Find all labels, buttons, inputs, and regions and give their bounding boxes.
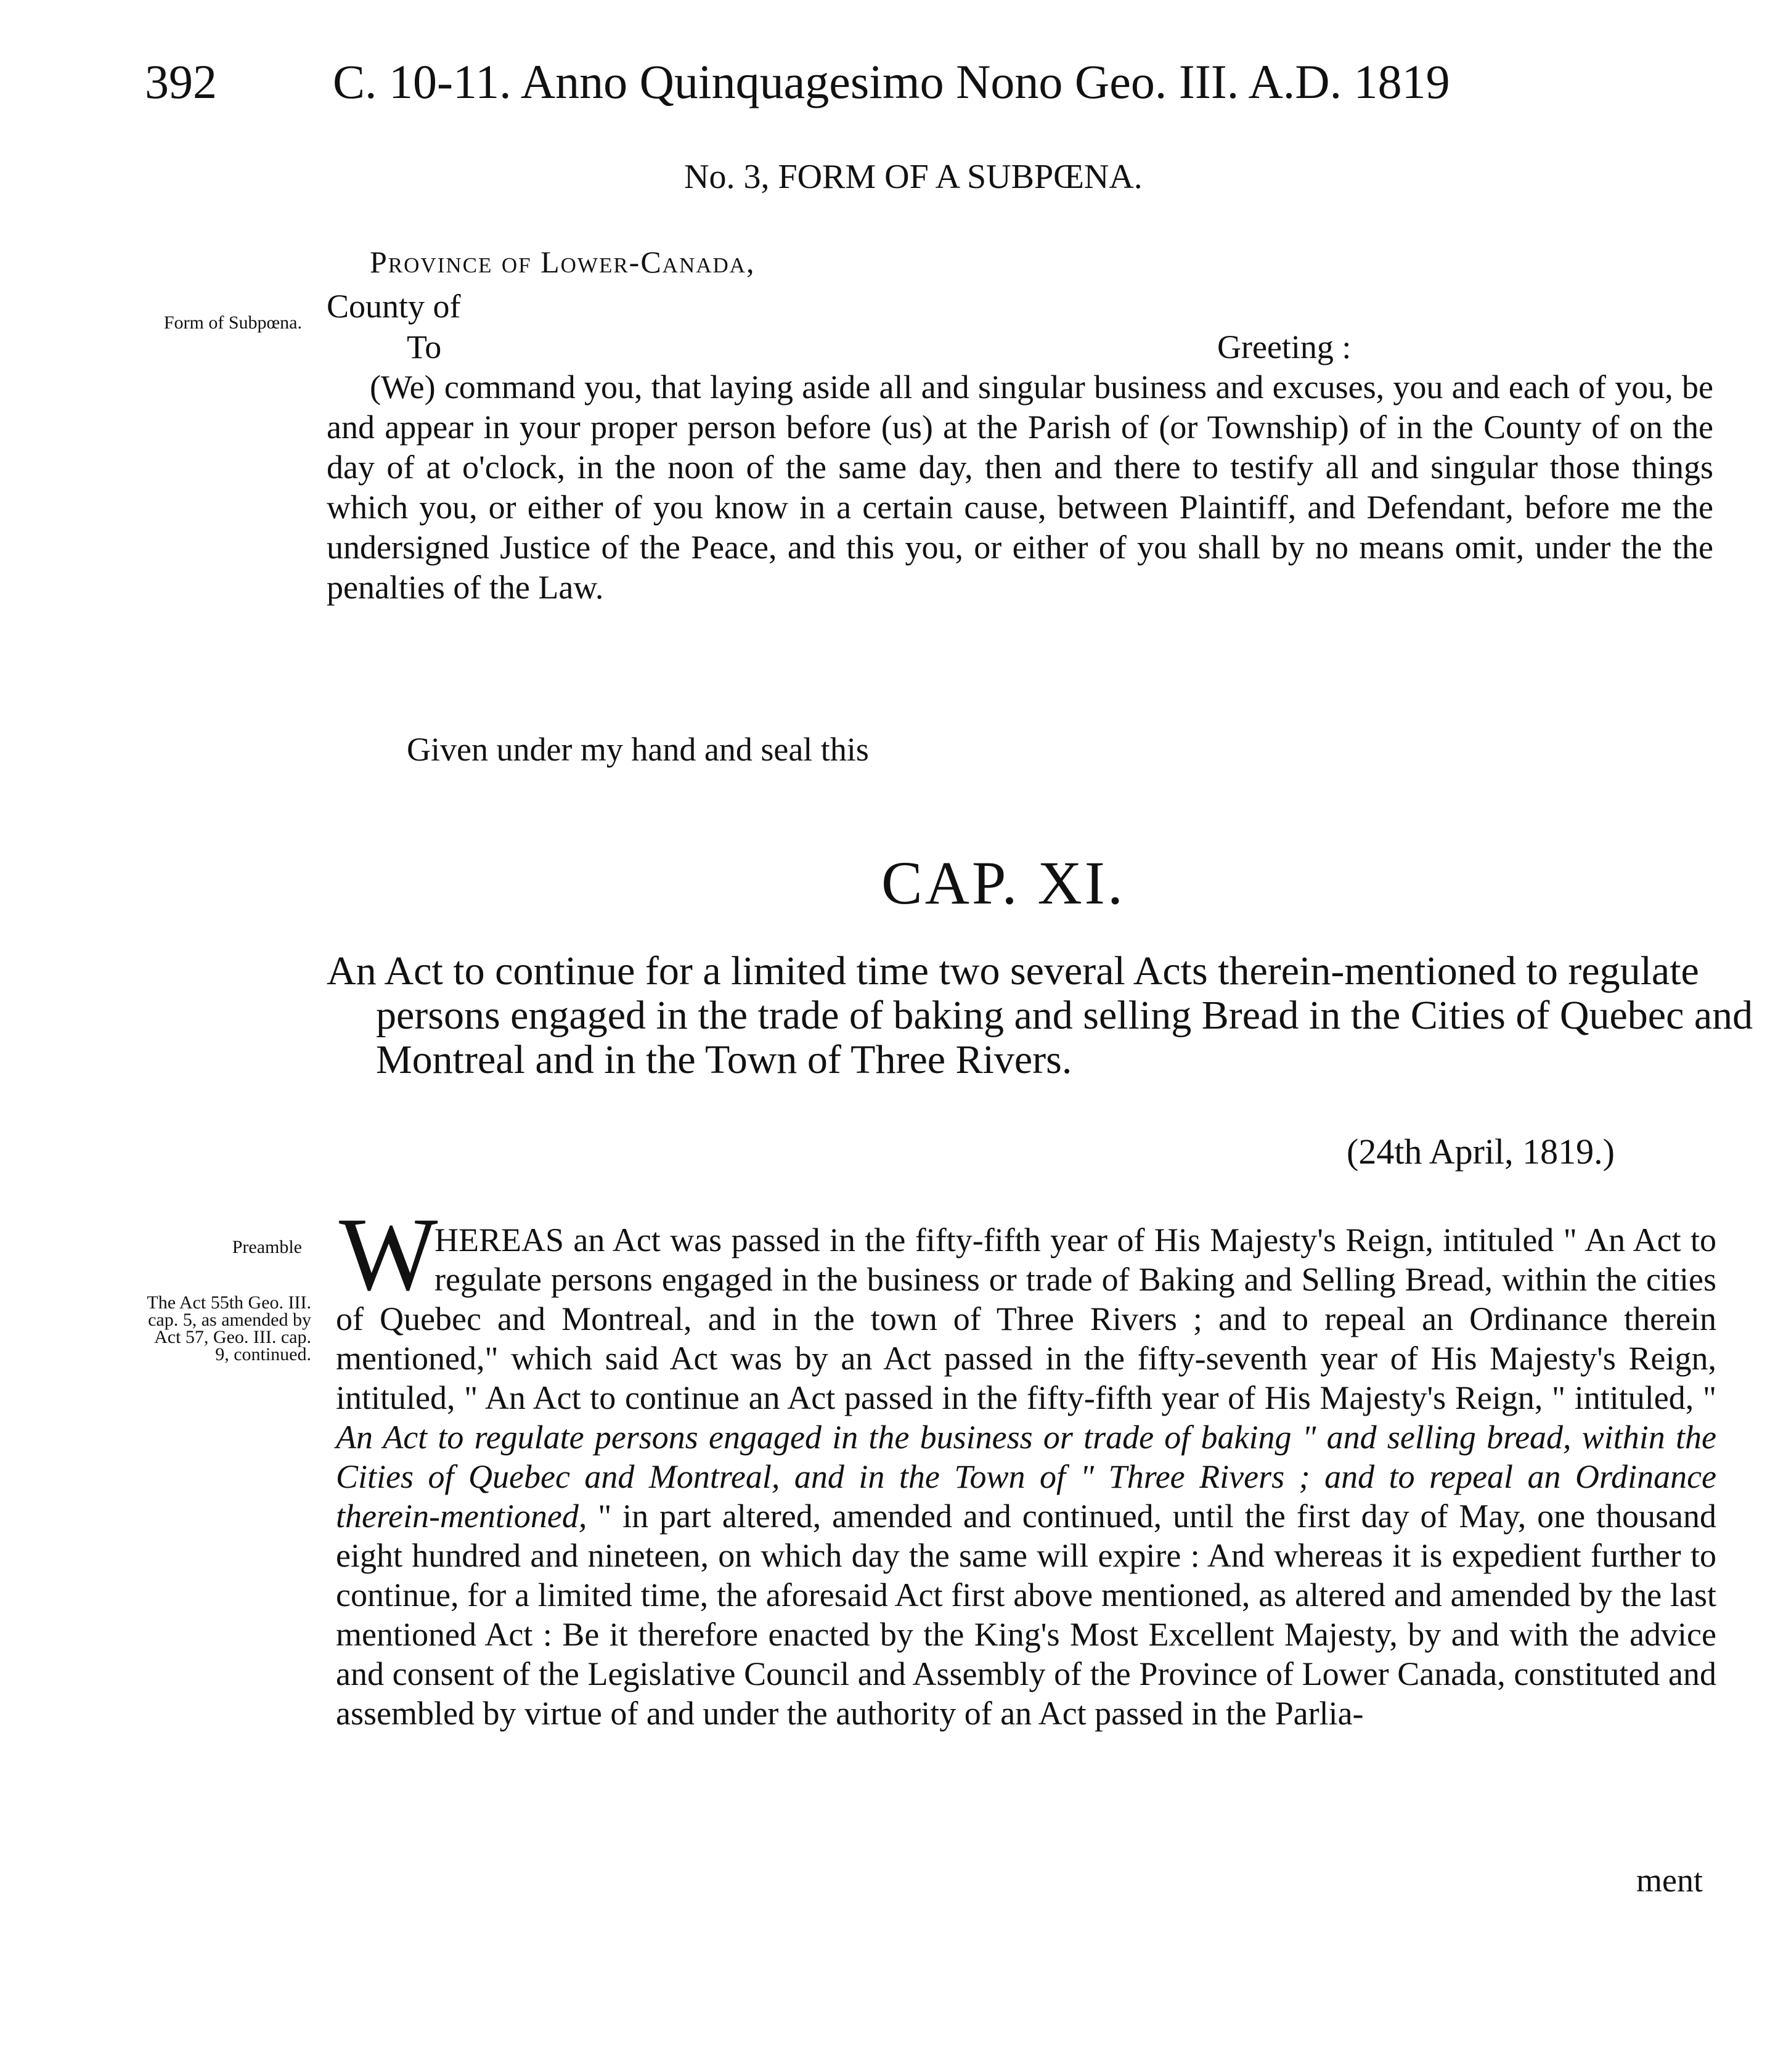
act-title: An Act to continue for a limited time two several Acts therein-mentioned to regulate persons engaged in the trade of baking and selling Bread in the Cities of Quebec and Montreal and in the Town of Three Rivers. bbox=[327, 948, 1753, 1082]
preamble-text bbox=[336, 1220, 1716, 1733]
subpoena-body bbox=[327, 367, 1713, 608]
province-line: Province of Lower-Canada, bbox=[370, 245, 756, 279]
drop-cap: W bbox=[339, 1196, 438, 1312]
running-title: C. 10-11. Anno Quinquagesimo Nono Geo. III. A.D. 1819 bbox=[333, 55, 1450, 108]
preamble-part-2: " in part altered, amended and continued, until the first day of May, one thousand eight hundred and nineteen, on which day the same will expire : And whereas it is expedient further to continue, for a limited time, the aforesaid Act first above mentioned, as altered and amended by the last mentioned Act : Be it therefore enacted by the King's Most Excellent Majesty, by and with the advice and consent of the Legislative Council and Assembly of the Province of Lower Canada, constituted and assembled by virtue of and under the authority of an Act passed in the Parlia- bbox=[336, 1498, 1716, 1732]
greeting: Greeting : bbox=[1217, 328, 1352, 365]
to-line: To bbox=[407, 328, 442, 365]
margin-note-subpoena: Form of Subpœna. bbox=[163, 312, 302, 333]
preamble-italic-citation: An Act to regulate persons engaged in the business or trade of baking " and selling bread, within the Cities of Quebec and Montreal, and in the Town of " Three Rivers ; and to repeal an Ordinance therein-mentioned, bbox=[336, 1419, 1716, 1535]
margin-note-preamble: Preamble bbox=[232, 1237, 302, 1257]
drop-cap-space bbox=[336, 1220, 434, 1294]
preamble-part-1: HEREAS an Act was passed in the fifty-fifth year of His Majesty's Reign, intituled " An Act to regulate persons engaged in the business or trade of Baking and Selling Bread, within the cities of Quebec and Montreal, and in the town of Three Rivers ; and to repeal an Ordinance therein mentioned," which said Act was by an Act passed in the fifty-seventh year of His Majesty's Reign, intituled, " An Act to continue an Act passed in the fifty-fifth year of His Majesty's Reign, " intituled, " bbox=[336, 1222, 1716, 1416]
act-date: (24th April, 1819.) bbox=[1347, 1132, 1615, 1172]
subpoena-text: (We) command you, that laying aside all and singular business and excuses, you and each of you, be and appear in your proper person before (us) at the Parish of (or Township) of in the County of on the day of at o'clock, in the noon of the same day, then and there to testify all and singular those things which you, or either of you know in a certain cause, between Plaintiff, and Defendant, before me the undersigned Justice of the Peace, and this you, or either of you shall by no means omit, under the the penalties of the Law. bbox=[327, 369, 1713, 606]
margin-note-act: The Act 55th Geo. III. cap. 5, as amended by Act 57, Geo. III. cap. 9, continued. bbox=[147, 1292, 311, 1364]
county-line: County of bbox=[327, 288, 461, 325]
given-under-hand: Given under my hand and seal this bbox=[407, 731, 869, 768]
page-number: 392 bbox=[145, 55, 217, 108]
form-title: No. 3, FORM OF A SUBPŒNA. bbox=[684, 158, 1143, 196]
chapter-heading: CAP. XI. bbox=[881, 849, 1125, 917]
catchword: ment bbox=[1636, 1862, 1703, 1899]
